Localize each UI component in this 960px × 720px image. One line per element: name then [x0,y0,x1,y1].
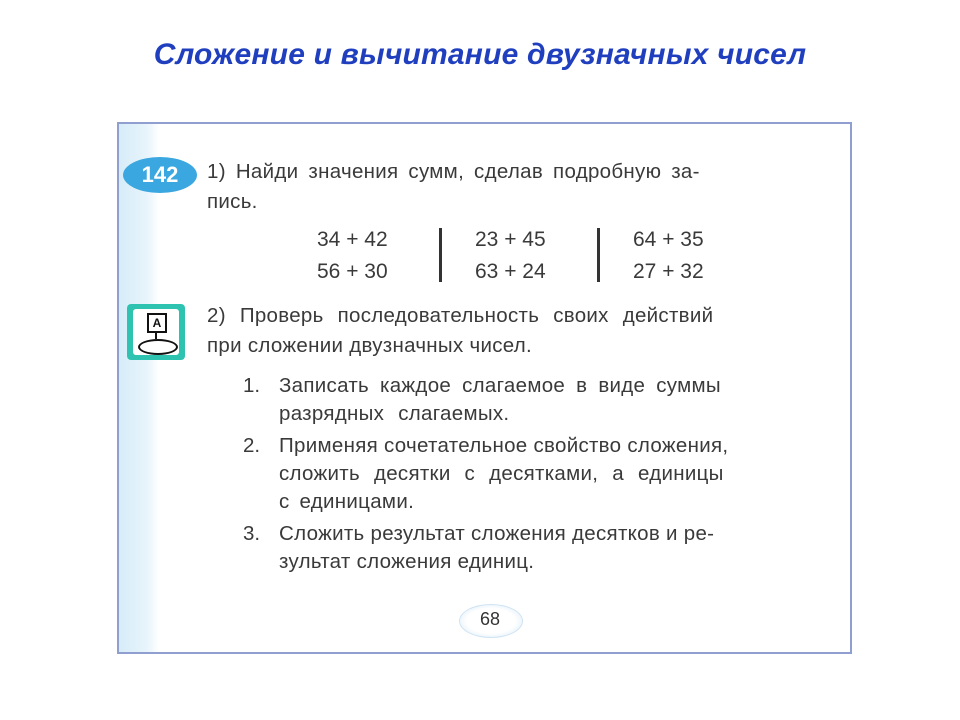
expression: 56 + 30 [317,260,388,283]
task2-line2: при сложении двузначных чисел. [207,334,533,357]
expression: 23 + 45 [475,228,546,251]
column-divider [439,228,442,282]
task1-line2: пись. [207,190,258,213]
step-number: 1. [243,374,261,397]
expression: 27 + 32 [633,260,704,283]
task2-line1: 2) Проверь последовательность своих действий [207,304,714,327]
step-number: 2. [243,434,261,457]
page-content [119,124,850,652]
exercise-number-badge: 142 [123,157,197,193]
textbook-page [117,122,852,654]
task1-line1: 1) Найди значения сумм, сделав подробную за- [207,160,700,183]
step-text: зультат сложения единиц. [279,550,535,573]
algorithm-symbol-icon [127,304,185,360]
expression: 64 + 35 [633,228,704,251]
step-text: сложить десятки с десятками, а единицы [279,462,724,485]
step-text: Сложить результат сложения десятков и ре- [279,522,715,545]
step-number: 3. [243,522,261,545]
step-text: Записать каждое слагаемое в виде суммы [279,374,721,397]
page-number: 68 [479,609,501,629]
symbol-letter: А [147,313,167,333]
slide-title: Сложение и вычитание двузначных чисел [153,38,807,71]
step-text: разрядных слагаемых. [279,402,510,425]
step-text: Применяя сочетательное свойство сложения, [279,434,729,457]
step-text: с единицами. [279,490,415,513]
expression: 34 + 42 [317,228,388,251]
expression: 63 + 24 [475,260,546,283]
column-divider [597,228,600,282]
